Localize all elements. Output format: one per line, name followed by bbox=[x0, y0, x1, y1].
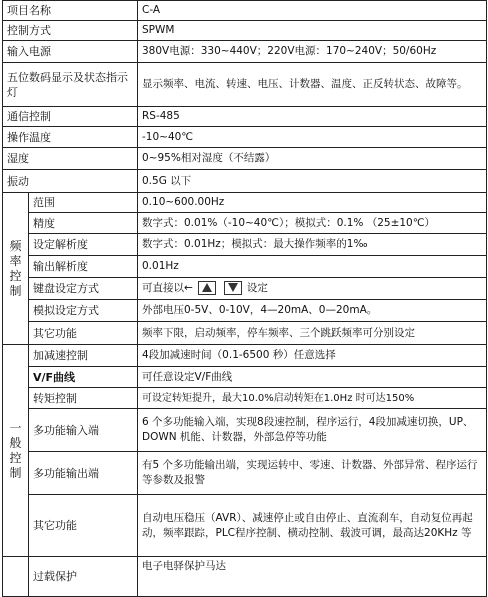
row-label: 五位数码显示及状态指示灯 bbox=[3, 63, 138, 107]
table-row bbox=[3, 322, 487, 345]
table-row bbox=[3, 234, 487, 256]
row-label: 其它功能 bbox=[29, 322, 138, 345]
row-value: 0.10~600.00Hz bbox=[138, 193, 487, 213]
row-value: 0~95%相对湿度（不结露） bbox=[138, 148, 487, 170]
row-value: 电子电驿保护马达 bbox=[138, 557, 487, 597]
keyboard-setting-prefix: 可直接以← bbox=[142, 282, 193, 294]
row-value: -10~40℃ bbox=[138, 127, 487, 148]
table-row bbox=[3, 148, 487, 170]
table-row bbox=[3, 557, 487, 597]
table-row bbox=[3, 41, 487, 63]
row-label: 设定解析度 bbox=[29, 234, 138, 256]
row-value: 380V电源：330~440V；220V电源：170~240V；50/60Hz bbox=[138, 41, 487, 63]
table-row bbox=[3, 213, 487, 234]
row-value: 0.01Hz bbox=[138, 256, 487, 278]
row-value: C-A bbox=[138, 1, 487, 21]
row-label: 键盘设定方式 bbox=[29, 278, 138, 300]
table-row bbox=[3, 256, 487, 278]
row-label: 通信控制 bbox=[3, 107, 138, 127]
row-label: 加减速控制 bbox=[29, 345, 138, 367]
group-char: 频 bbox=[9, 238, 22, 253]
row-label: 范围 bbox=[29, 193, 138, 213]
row-value: 有5 个多功能输出端，实现运转中、零速、计数器、外部异常、程序运行等参数及报警 bbox=[138, 452, 487, 495]
row-label: 过载保护 bbox=[29, 557, 138, 597]
group-label-general-control bbox=[3, 345, 29, 557]
row-value: 频率下限，启动频率，停车频率、三个跳跃频率可分别设定 bbox=[138, 322, 487, 345]
table-row bbox=[3, 367, 487, 388]
row-value: 数字式：0.01Hz；模拟式：最大操作频率的1‰ bbox=[138, 234, 487, 256]
row-label: 多功能输入端 bbox=[29, 409, 138, 452]
row-value: SPWM bbox=[138, 21, 487, 41]
table-row bbox=[3, 63, 487, 107]
table-row bbox=[3, 409, 487, 452]
blank-group-cell bbox=[3, 557, 29, 597]
row-label: 湿度 bbox=[3, 148, 138, 170]
row-label: 输出解析度 bbox=[29, 256, 138, 278]
row-value: 自动电压稳压（AVR）、减速停止或自由停止、直流刹车，自动复位再起动，频率跟踪，PLC程序控制、横动控制、载波可调，最高达20KHz 等 bbox=[138, 495, 487, 557]
table-row bbox=[3, 452, 487, 495]
row-value: 0.5G 以下 bbox=[138, 170, 487, 193]
group-char: 率 bbox=[9, 253, 22, 268]
keyboard-setting-suffix: 设定 bbox=[246, 282, 268, 294]
row-value bbox=[138, 278, 487, 300]
table-row bbox=[3, 21, 487, 41]
row-label: 操作温度 bbox=[3, 127, 138, 148]
row-value: 显示频率、电流、转速、电压、计数器、温度、正反转状态、故障等。 bbox=[138, 63, 487, 107]
table-row bbox=[3, 278, 487, 300]
down-key-icon bbox=[224, 281, 242, 295]
table-row bbox=[3, 193, 487, 213]
row-label: 其它功能 bbox=[29, 495, 138, 557]
table-row bbox=[3, 300, 487, 322]
group-label-frequency-control bbox=[3, 193, 29, 345]
group-char: 制 bbox=[9, 465, 22, 480]
row-value: RS-485 bbox=[138, 107, 487, 127]
row-label: 振动 bbox=[3, 170, 138, 193]
row-label: 输入电源 bbox=[3, 41, 138, 63]
row-label: 多功能输出端 bbox=[29, 452, 138, 495]
table-row bbox=[3, 107, 487, 127]
row-label: 项目名称 bbox=[3, 1, 138, 21]
row-value: 数字式：0.01%（-10~40℃）；模拟式：0.1% （25±10℃） bbox=[138, 213, 487, 234]
group-char: 一 bbox=[9, 420, 22, 435]
table-row bbox=[3, 1, 487, 21]
row-label: 控制方式 bbox=[3, 21, 138, 41]
group-char: 控 bbox=[9, 450, 22, 465]
group-char: 制 bbox=[9, 283, 22, 298]
row-value: 6 个多功能输入端，实现8段速控制，程序运行，4段加减速切换，UP、DOWN 机能、计数器，外部急停等功能 bbox=[138, 409, 487, 452]
row-label: 精度 bbox=[29, 213, 138, 234]
row-value: 4段加减速时间（0.1-6500 秒）任意选择 bbox=[138, 345, 487, 367]
row-value: 可设定转矩提升，最大10.0%启动转矩在1.0Hz 时可达150% bbox=[138, 388, 487, 409]
row-label: 模拟设定方式 bbox=[29, 300, 138, 322]
table-row bbox=[3, 170, 487, 193]
up-key-icon bbox=[198, 281, 216, 295]
group-char: 般 bbox=[9, 435, 22, 450]
table-row bbox=[3, 495, 487, 557]
table-row bbox=[3, 388, 487, 409]
group-char: 控 bbox=[9, 268, 22, 283]
row-value: 可任意设定V/F曲线 bbox=[138, 367, 487, 388]
row-value: 外部电压0-5V、0-10V，4—20mA、0—20mA。 bbox=[138, 300, 487, 322]
row-label: V/F曲线 bbox=[29, 367, 138, 388]
table-row bbox=[3, 127, 487, 148]
spec-table bbox=[2, 0, 487, 597]
table-row bbox=[3, 345, 487, 367]
row-label: 转矩控制 bbox=[29, 388, 138, 409]
